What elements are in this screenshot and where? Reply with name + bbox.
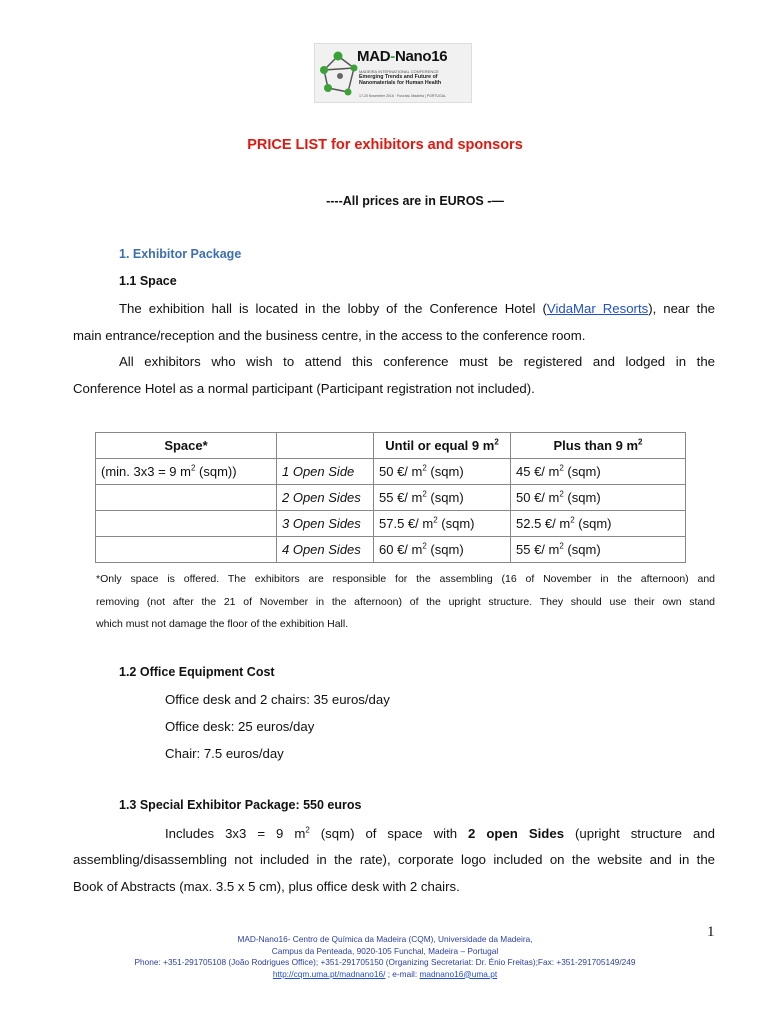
table-row <box>96 537 686 563</box>
page-number: 1 <box>707 924 715 940</box>
until-price-cell: 55 €/ $m^2$ (sqm) <box>374 485 511 511</box>
sides-cell: 4 Open Sides <box>277 537 374 563</box>
vidamar-resorts-link[interactable]: VidaMar Resorts <box>546 301 649 316</box>
table-header-row <box>96 433 686 459</box>
page-title: PRICE LIST for exhibitors and sponsors <box>247 137 523 153</box>
empty-cell <box>96 537 277 563</box>
sides-cell: 3 Open Sides <box>277 511 374 537</box>
office-item: Office desk: 25 euros/day <box>165 719 315 734</box>
exhibitor-package-heading: 1. Exhibitor Package <box>119 247 242 261</box>
empty-cell <box>96 485 277 511</box>
special-package-line3: Book of Abstracts (max. 3.5 x 5 cm), plus office desk with 2 chairs. <box>73 879 460 894</box>
exhibition-hall-line1: The exhibition hall is located in the lobby of the Conference Hotel (VidaMar Resorts), near the <box>119 301 715 316</box>
exhibition-hall-line2: main entrance/reception and the business centre, in the access to the conference room. <box>73 328 586 343</box>
table-row <box>96 511 686 537</box>
header-until: Until or equal 9 $m^2$ <box>374 433 511 459</box>
footnote-line: *Only space is offered. The exhibitors are responsible for the assembling (16 of November in the afternoon) and <box>96 573 715 585</box>
office-equipment-heading: 1.2 Office Equipment Cost <box>119 665 275 679</box>
space-heading: 1.1 Space <box>119 274 177 288</box>
header-blank <box>277 433 374 459</box>
logo-small-text: MADEIRA INTERNATIONAL CONFERENCE <box>359 69 439 74</box>
table-footnote <box>96 568 715 636</box>
registration-line2: Conference Hotel as a normal participant (Participant registration not included). <box>73 381 535 396</box>
footnote-line: which must not damage the floor of the exhibition Hall. <box>96 618 349 630</box>
footer-line: Campus da Penteada, 9020-105 Funchal, Madeira – Portugal <box>271 945 499 956</box>
sides-cell: 2 Open Sides <box>277 485 374 511</box>
header-plus: Plus than 9 $m^2$ <box>511 433 686 459</box>
until-price-cell: 57.5 €/ $m^2$ (sqm) <box>374 511 511 537</box>
footnote-line: removing (not after the 21 of November in the afternoon) of the upright structure. They should use their own stand <box>96 595 715 608</box>
footer-line: MAD-Nano16- Centro de Química da Madeira (CQM), Universidade da Madeira, <box>237 934 533 944</box>
conference-logo <box>314 43 472 103</box>
website-link[interactable]: http://cqm.uma.pt/madnano16/ <box>272 968 386 979</box>
email-link[interactable]: madnano16@uma.pt <box>419 968 498 979</box>
footer <box>0 934 770 980</box>
logo-date: 17-20 November 2016 · Funchal, Madeira | PORTUGAL <box>359 94 447 98</box>
plus-price-cell: 55 €/ $m^2$ (sqm) <box>511 537 686 563</box>
footer-line: Phone: +351-291705108 (João Rodrigues Office); +351-291705150 (Organizing Secretariat: Dr. Énio Freitas);Fax: +351-291705149/249 <box>134 957 636 967</box>
plus-price-cell: 50 €/ $m^2$ (sqm) <box>511 485 686 511</box>
until-price-cell: 60 €/ $m^2$ (sqm) <box>374 537 511 563</box>
special-package-heading: 1.3 Special Exhibitor Package: 550 euros <box>119 798 362 812</box>
office-item: Chair: 7.5 euros/day <box>165 746 284 761</box>
table-row <box>96 485 686 511</box>
until-price-cell: 50 €/ $m^2$ (sqm) <box>374 459 511 485</box>
currency-note: ----All prices are in EUROS -— <box>326 194 504 208</box>
logo-subtitle: Emerging Trends and Future of Nanomaterials for Human Health <box>359 74 442 86</box>
registration-line1: All exhibitors who wish to attend this conference must be registered and lodged in the <box>119 354 715 369</box>
plus-price-cell: 52.5 €/ $m^2$ (sqm) <box>511 511 686 537</box>
footer-links: http://cqm.uma.pt/madnano16/ ; e-mail: madnano16@uma.pt <box>272 968 498 979</box>
plus-price-cell: 45 €/ $m^2$ (sqm) <box>511 459 686 485</box>
special-package-line1: Includes 3x3 = 9 $m^2$ (sqm) of space with 2 open Sides (upright structure and <box>165 825 715 841</box>
size-label: (min. 3x3 = 9 $m^2$ (sqm)) <box>96 459 277 485</box>
molecule-logo-icon <box>318 48 360 98</box>
header-space: Space* <box>96 433 277 459</box>
sides-cell: 1 Open Side <box>277 459 374 485</box>
table-row <box>96 459 686 485</box>
special-package-line2: assembling/disassembling not included in the rate), corporate logo included on the website and in the <box>73 852 715 867</box>
empty-cell <box>96 511 277 537</box>
logo-title: MAD-Nano16 <box>357 48 448 65</box>
price-table <box>95 432 686 563</box>
office-item: Office desk and 2 chairs: 35 euros/day <box>165 692 390 707</box>
